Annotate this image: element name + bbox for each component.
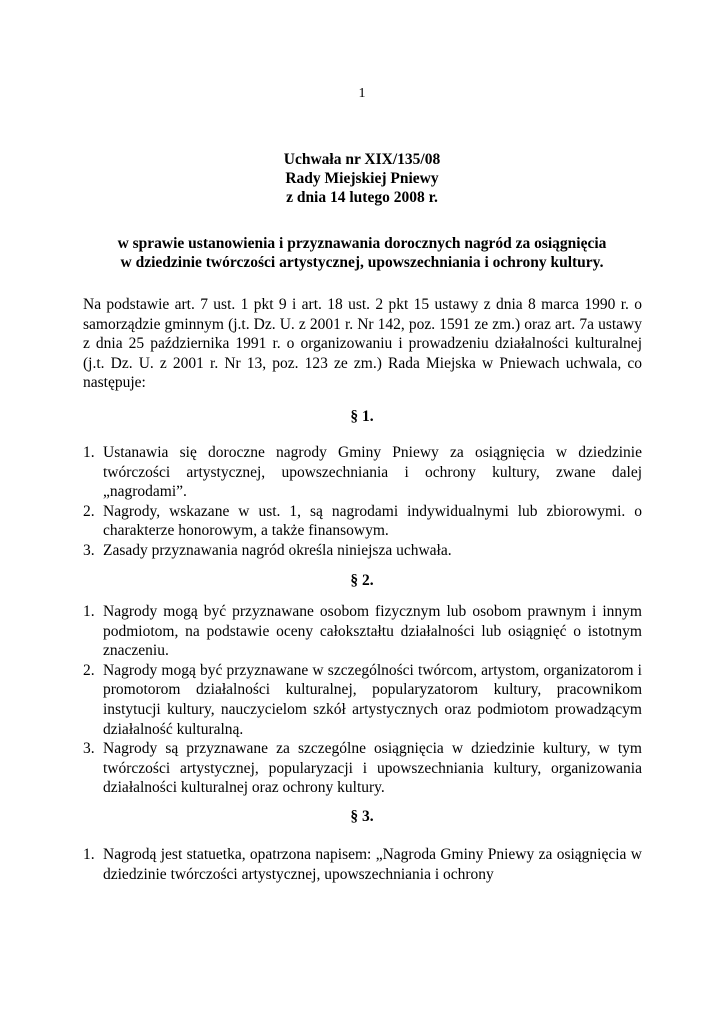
resolution-title [0, 150, 724, 207]
item-text: Nagrody są przyznawane za szczególne osiągnięcia w dziedzinie kultury, w tym twórczości artystycznej, popularyzacji i upowszechniania kultury, organizowania działalności kulturalnej oraz ochrony kultury. [103, 740, 642, 797]
list-item [83, 602, 642, 661]
list-item [83, 845, 642, 884]
item-text: Nagrody mogą być przyznawane w szczególności twórcom, artystom, organizatorom i promotorom działalności kulturalnej, popularyzatorom kultury, pracownikom instytucji kultury, nauczycielom szkół artystycznych oraz podmiotom prowadzącym działalność kulturalną. [103, 661, 642, 738]
page-number: 1 [358, 86, 366, 101]
section-list [83, 443, 642, 561]
section-list [83, 602, 642, 798]
section-title: § 1. [350, 408, 374, 425]
section-list [83, 845, 642, 884]
resolution-date: z dnia 14 lutego 2008 r. [286, 189, 438, 206]
item-number: 3. [83, 740, 95, 758]
subject-line: w sprawie ustanowienia i przyznawania dorocznych nagród za osiągnięcia [117, 235, 607, 252]
section-title: § 2. [350, 572, 374, 589]
resolution-subject [80, 234, 644, 272]
item-number: 3. [83, 541, 95, 559]
item-number: 1. [83, 603, 95, 620]
list-item [83, 739, 642, 798]
item-number: 2. [83, 502, 95, 520]
item-number: 2. [83, 661, 95, 679]
preamble: Na podstawie art. 7 ust. 1 pkt 9 i art. 18 ust. 2 pkt 15 ustawy z dnia 8 marca 1990 r. o samorządzie gminnym (j.t. Dz. U. z 2001 r. Nr 142, poz. 1591 ze zm.) oraz art. 7a ustawy z dnia 25 października 1991 r. o organizowaniu i prowadzeniu działalności kulturalnej (j.t. Dz. U. z 2001 r. Nr 13, poz. 123 ze zm.) Rada Miejska w Pniewach uchwala, co następuje: [83, 296, 642, 392]
item-text: Zasady przyznawania nagród określa niniejsza uchwała. [103, 541, 452, 559]
item-text: Nagrody, wskazane w ust. 1, są nagrodami indywidualnymi lub zbiorowymi. o charakterze honorowym, a także finansowym. [103, 502, 642, 540]
item-text: Nagrody mogą być przyznawane osobom fizycznym lub osobom prawnym i innym podmiotom, na podstawie oceny całokształtu działalności lub osiągnięć o istotnym znaczeniu. [103, 603, 642, 660]
list-item [83, 502, 642, 541]
item-number: 1. [83, 846, 95, 863]
item-number: 1. [83, 444, 95, 461]
council-name: Rady Miejskiej Pniewy [285, 170, 439, 187]
list-item [83, 661, 642, 739]
item-text: Nagrodą jest statuetka, opatrzona napisem: „Nagroda Gminy Pniewy za osiągnięcia w dziedzinie twórczości artystycznej, upowszechniania i ochrony [103, 846, 642, 883]
resolution-number: Uchwała nr XIX/135/08 [283, 151, 441, 168]
list-item [83, 541, 642, 561]
list-item [83, 443, 642, 502]
section-title: § 3. [350, 808, 374, 825]
subject-line: w dziedzinie twórczości artystycznej, upowszechniania i ochrony kultury. [120, 254, 604, 271]
item-text: Ustanawia się doroczne nagrody Gminy Pniewy za osiągnięcia w dziedzinie twórczości artystycznej, upowszechniania i ochrony kultury, zwane dalej „nagrodami”. [103, 444, 642, 501]
